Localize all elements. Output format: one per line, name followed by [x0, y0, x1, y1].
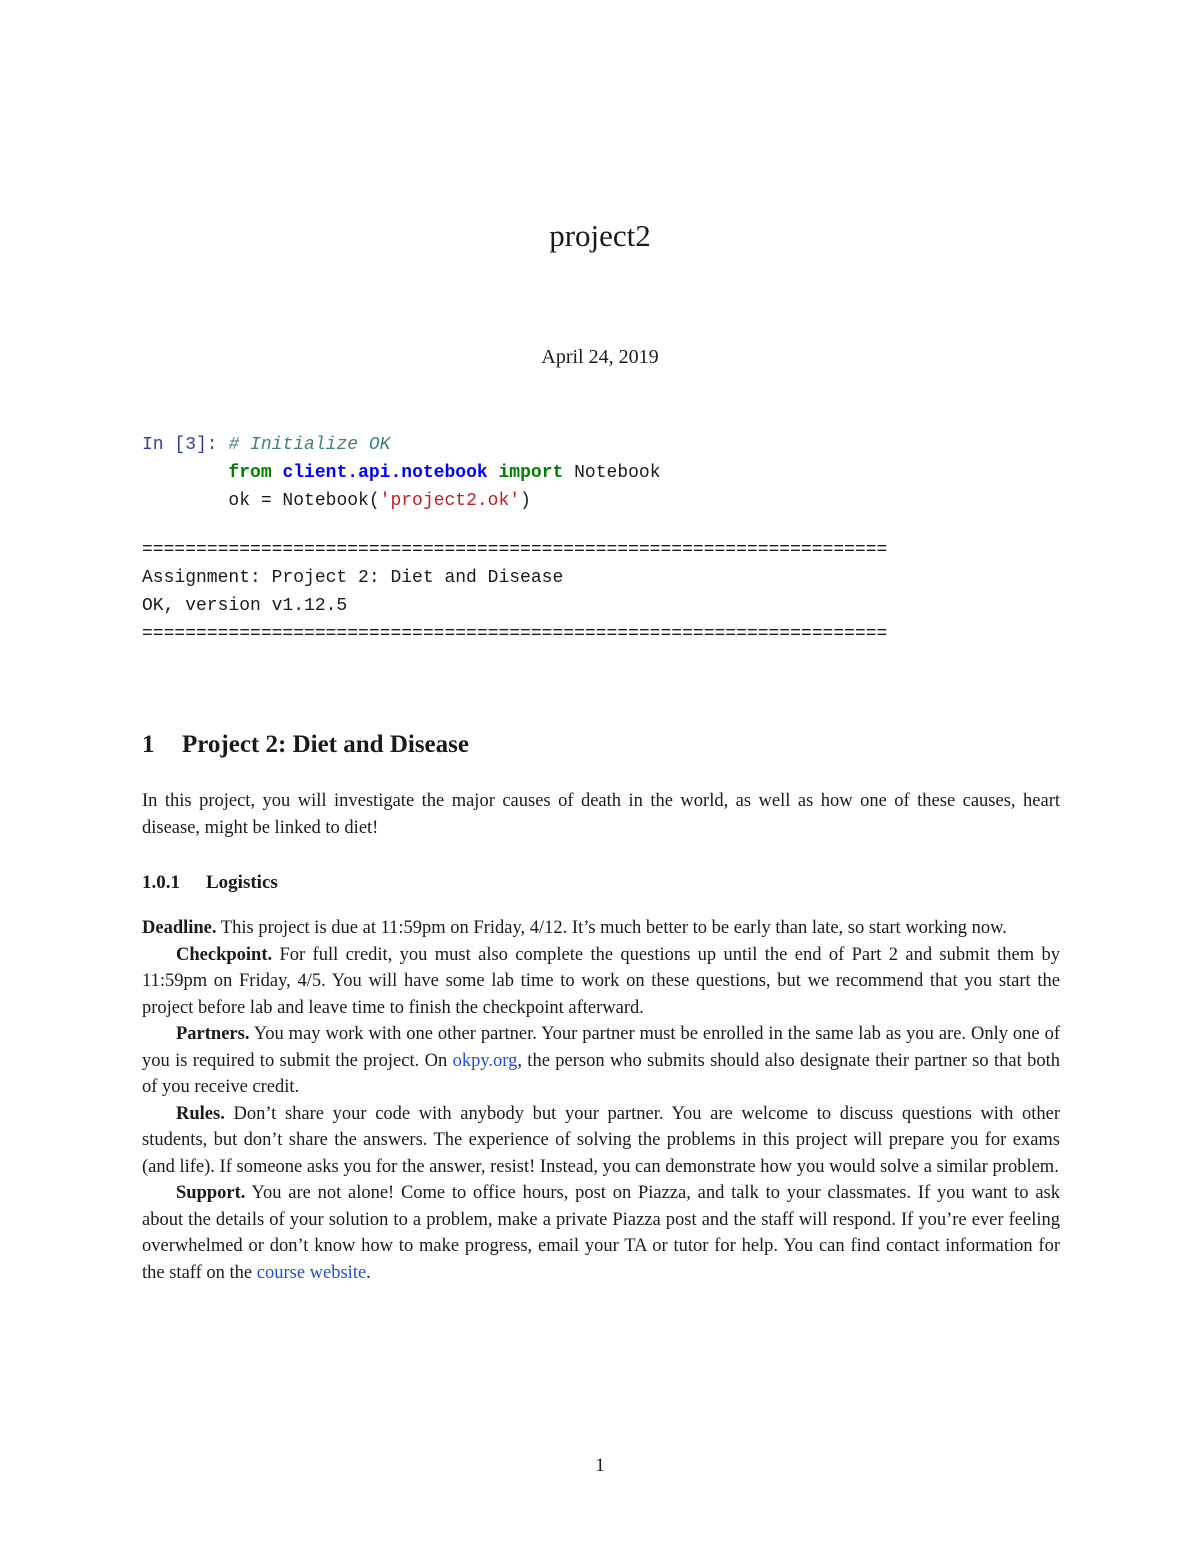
logistics-body	[142, 915, 1060, 1286]
checkpoint-paragraph	[142, 942, 1060, 1022]
code-comment: # Initialize OK	[228, 435, 391, 455]
deadline-label: Deadline.	[142, 918, 217, 938]
code-keyword-from: from	[228, 463, 272, 483]
deadline-paragraph	[142, 915, 1060, 942]
course-website-link[interactable]: course website	[256, 1262, 367, 1283]
cell-prompt: In [3]:	[142, 435, 218, 455]
okpy-link[interactable]: okpy.org	[452, 1050, 518, 1071]
section-intro: In this project, you will investigate the major causes of death in the world, as well as how one of these causes, heart disease, might be linked to diet!	[142, 791, 1060, 838]
section-number: 1	[142, 731, 155, 758]
deadline-text: This project is due at 11:59pm on Friday, 4/12. It’s much better to be early than late, so start working now.	[216, 918, 1007, 938]
output-rule-top: =====================================================================	[142, 540, 888, 560]
rules-text: Don’t share your code with anybody but your partner. You are welcome to discuss questions with other students, but don’t share the answers. The experience of solving the problems in this project will prepare you for exams (and life). If someone asks you for the answer, resist! Instead, you can demonstrate how you would solve a similar problem.	[142, 1103, 1060, 1177]
partners-paragraph	[142, 1021, 1060, 1101]
code-assign-suffix: )	[520, 491, 531, 511]
checkpoint-label: Checkpoint.	[176, 944, 273, 965]
support-end: .	[366, 1262, 371, 1283]
section-title: Project 2: Diet and Disease	[182, 731, 469, 758]
subsection-heading	[142, 872, 278, 894]
document-date: April 24, 2019	[541, 346, 659, 368]
code-assign-prefix: ok = Notebook(	[228, 491, 380, 511]
support-label: Support.	[176, 1183, 246, 1203]
code-keyword-import: import	[498, 463, 564, 483]
partners-text-1: You may work with one other partner. Your partner must be enrolled in the same lab as you are. Only one of you is required to submit the project. On	[142, 1024, 1060, 1071]
code-string: 'project2.ok'	[379, 491, 521, 511]
support-text: You are not alone! Come to office hours, post on Piazza, and talk to your classmates. If you want to ask about the details of your solution to a problem, make a private Piazza post and the staff will respond. If you’re ever feeling overwhelmed or don’t know how to make progress, email your TA or tutor for help. You can find contact information for the staff on the	[142, 1183, 1060, 1283]
code-module: client.api.notebook	[282, 463, 488, 483]
document-title: project2	[549, 218, 651, 253]
cell-output	[142, 536, 887, 648]
page-number: 1	[595, 1455, 605, 1476]
output-rule-bottom: =====================================================================	[142, 624, 888, 644]
subsection-number: 1.0.1	[142, 872, 180, 893]
code-cell	[142, 431, 661, 515]
code-import-name: Notebook	[574, 463, 661, 483]
checkpoint-text: For full credit, you must also complete the questions up until the end of Part 2 and submit them by 11:59pm on Friday, 4/5. You will have some lab time to work on these questions, but we recommend that you start the project before lab and leave time to finish the checkpoint afterward.	[142, 944, 1060, 1018]
partners-text-2: , the person who submits should also designate their partner so that both of you receive credit.	[142, 1050, 1060, 1097]
output-assignment: Assignment: Project 2: Diet and Disease	[142, 568, 564, 588]
support-paragraph	[142, 1180, 1060, 1286]
rules-label: Rules.	[176, 1103, 225, 1124]
output-version: OK, version v1.12.5	[142, 596, 348, 616]
partners-label: Partners.	[176, 1024, 250, 1044]
subsection-title: Logistics	[206, 872, 278, 893]
rules-paragraph	[142, 1101, 1060, 1181]
section-heading	[142, 731, 469, 759]
